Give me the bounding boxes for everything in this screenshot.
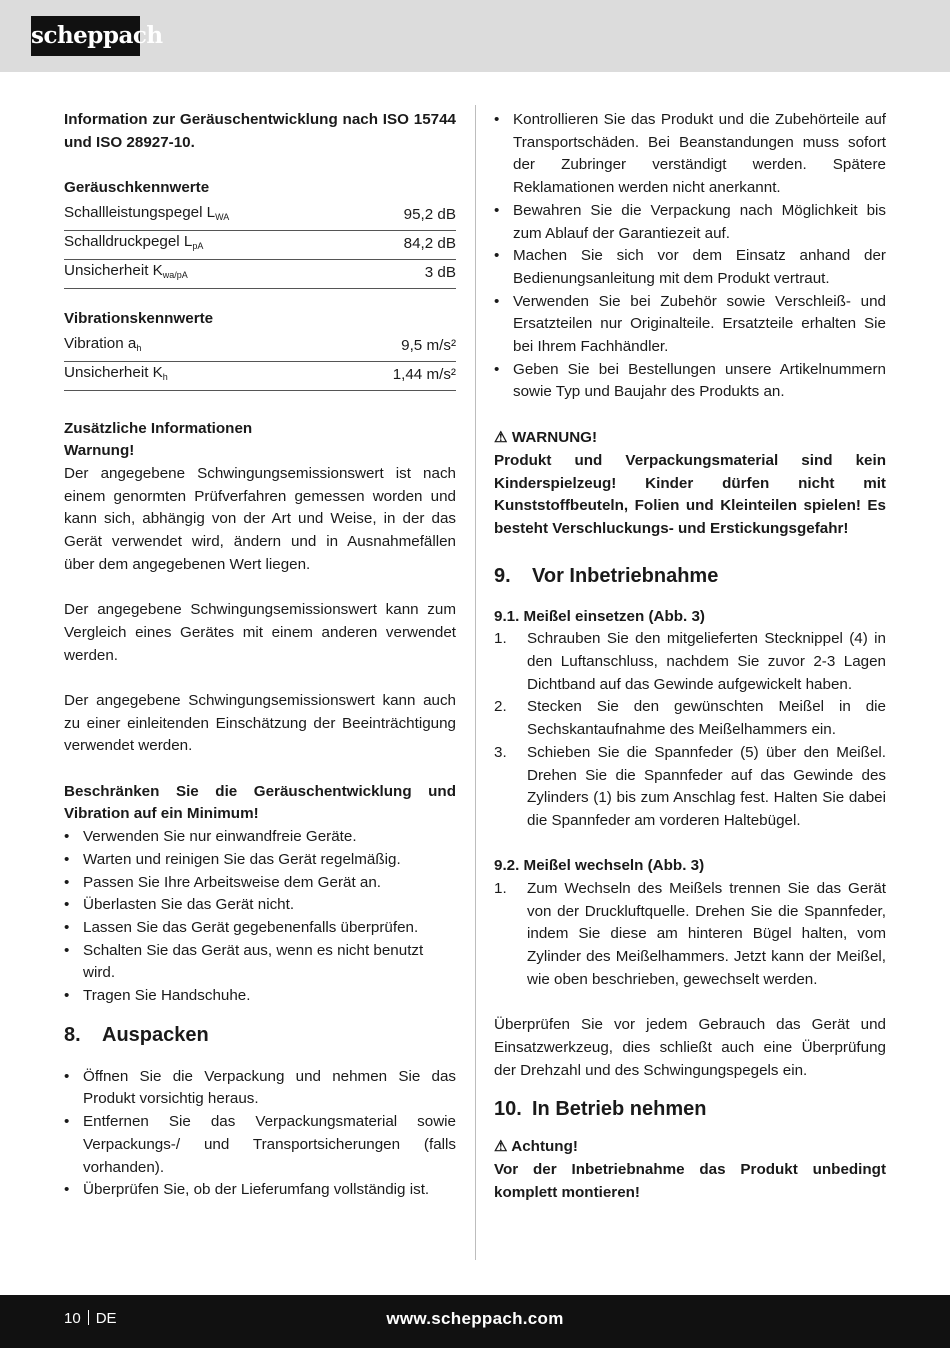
page-footer xyxy=(0,1295,950,1348)
list-item: • Geben Sie bei Bestellungen unsere Artikelnummern sowie Typ und Baujahr des Produkts an. xyxy=(494,359,886,404)
noise-table xyxy=(64,202,456,289)
subsection-9-1-heading: 9.1. Meißel einsetzen (Abb. 3) xyxy=(494,607,705,625)
unpacking-list-continued xyxy=(494,109,886,404)
list-item: • Tragen Sie Handschuhe. xyxy=(64,985,456,1008)
scheppach-logo: scheppach xyxy=(31,16,140,56)
vibration-paragraph-2: Der angegebene Schwingungsemissionswert kann zum Vergleich eines Gerätes mit einem anderen verwendet werden. xyxy=(64,601,456,664)
attention-text: Vor der Inbetriebnahme das Produkt unbedingt komplett montieren! xyxy=(494,1161,886,1201)
list-item: • Überprüfen Sie, ob der Lieferumfang vollständig ist. xyxy=(64,1179,456,1202)
change-chisel-steps xyxy=(494,878,886,992)
list-item: 1. Zum Wechseln des Meißels trennen Sie das Gerät von der Druckluftquelle. Drehen Sie die Spannfeder, indem Sie diese am hinteren Bügel halten, vom Zylinder des Meißelhammers. Jetzt kann der Meißel, wie oben beschrieben, gewechselt werden. xyxy=(494,880,886,988)
section-8-heading: 8. Auspacken xyxy=(64,1023,209,1046)
warning-label: ⚠ WARNUNG! xyxy=(494,429,598,447)
attention-label: ⚠ Achtung! xyxy=(494,1138,578,1156)
left-column xyxy=(64,109,456,1202)
table-row: Vibration $a_h$ 9,5 m/s² xyxy=(64,333,456,362)
list-item: • Überlasten Sie das Gerät nicht. xyxy=(64,894,456,917)
section-10-heading: 10. In Betrieb nehmen xyxy=(494,1098,707,1121)
right-column xyxy=(494,109,886,1205)
subsection-9-2-heading: 9.2. Meißel wechseln (Abb. 3) xyxy=(494,857,705,875)
limit-title: Beschränken Sie die Geräuschentwicklung und Vibration auf ein Minimum! xyxy=(64,782,456,823)
extra-info-title: Zusätzliche Informationen xyxy=(64,419,253,437)
list-item: • Bewahren Sie die Verpackung nach Möglichkeit bis zum Ablauf der Garantiezeit auf. xyxy=(494,200,886,245)
list-item: • Warten und reinigen Sie das Gerät regelmäßig. xyxy=(64,849,456,872)
vibration-paragraph-1: Der angegebene Schwingungsemissionswert ist nach einem genormten Prüfverfahren gemessen worden und kann sich, abhängig von der Art und Weise, in der das Gerät verwendet wird, ändern und in Ausnahmefällen über dem angegebenen Wert liegen. xyxy=(64,464,456,573)
table-row: Schalldruckpegel $L_{pA}$ 84,2 dB xyxy=(64,231,456,260)
inspection-paragraph: Überprüfen Sie vor jedem Gebrauch das Gerät und Einsatzwerkzeug, dies schließt auch eine Überprüfung der Drehzahl und des Schwingungspegels ein. xyxy=(494,1016,886,1079)
page-number: 10 DE xyxy=(64,1310,117,1327)
list-item: • Lassen Sie das Gerät gegebenenfalls überprüfen. xyxy=(64,917,456,940)
list-item: • Verwenden Sie nur einwandfreie Geräte. xyxy=(64,826,456,849)
section-9-heading: 9. Vor Inbetriebnahme xyxy=(494,564,719,587)
unpacking-list xyxy=(64,1066,456,1202)
warning-text: Produkt und Verpackungsmaterial sind kein Kinderspielzeug! Kinder dürfen nicht mit Kunststoffbeuteln, Folien und Kleinteilen spielen! Es besteht Verschluckungs- und Erstickungsgefahr! xyxy=(494,451,886,537)
list-item: 1. Schrauben Sie den mitgelieferten Stecknippel (4) in den Luftanschluss, nachdem Sie zuvor 2-3 Lagen Dichtband auf das Gewinde aufgewickelt haben. xyxy=(494,630,886,693)
table-row: Unsicherheit $K_{wa/pA}$ 3 dB xyxy=(64,260,456,289)
website-url: www.scheppach.com xyxy=(386,1309,564,1328)
page-header xyxy=(0,0,950,72)
extra-warning: Warnung! xyxy=(64,442,135,460)
limit-list xyxy=(64,826,456,1008)
vibration-table xyxy=(64,333,456,391)
noise-title: Geräuschkennwerte xyxy=(64,179,210,197)
list-item: 3. Schieben Sie die Spannfeder (5) über den Meißel. Drehen Sie die Spannfeder auf das Gewinde des Zylinders (1) bis zum Anschlag fest. Halten Sie dabei die Spannfeder am vorderen Haltebügel. xyxy=(494,743,886,829)
insert-chisel-steps xyxy=(494,628,886,832)
vibration-paragraph-3: Der angegebene Schwingungsemissionswert kann auch zu einer einleitenden Einschätzung der Beeinträchtigung verwendet werden. xyxy=(64,691,456,755)
list-item: • Öffnen Sie die Verpackung und nehmen Sie das Produkt vorsichtig heraus. xyxy=(64,1066,456,1111)
noise-heading: Information zur Geräuschentwicklung nach ISO 15744 und ISO 28927-10. xyxy=(64,111,456,151)
list-item: • Verwenden Sie bei Zubehör sowie Verschleiß- und Ersatzteilen nur Originalteile. Ersatzteile erhalten Sie bei Ihrem Fachhändler. xyxy=(494,291,886,359)
list-item: • Kontrollieren Sie das Produkt und die Zubehörteile auf Transportschäden. Bei Beanstandungen muss sofort der Zubringer verständigt werden. Spätere Reklamationen werden nicht anerkannt. xyxy=(494,109,886,200)
list-item: • Passen Sie Ihre Arbeitsweise dem Gerät an. xyxy=(64,872,456,895)
list-item: • Machen Sie sich vor dem Einsatz anhand der Bedienungsanleitung mit dem Produkt vertraut. xyxy=(494,245,886,290)
list-item: • Entfernen Sie das Verpackungsmaterial sowie Verpackungs-/ und Transportsicherungen (falls vorhanden). xyxy=(64,1111,456,1179)
list-item: 2. Stecken Sie den gewünschten Meißel in die Sechskantaufnahme des Meißelhammers ein. xyxy=(494,698,886,739)
table-row: Unsicherheit $K_h$ 1,44 m/s² xyxy=(64,362,456,391)
list-item: • Schalten Sie das Gerät aus, wenn es nicht benutzt wird. xyxy=(64,940,456,985)
table-row: Schallleistungspegel $L_{WA}$ 95,2 dB xyxy=(64,202,456,231)
column-divider xyxy=(475,105,476,1260)
vibration-title: Vibrationskennwerte xyxy=(64,309,214,327)
